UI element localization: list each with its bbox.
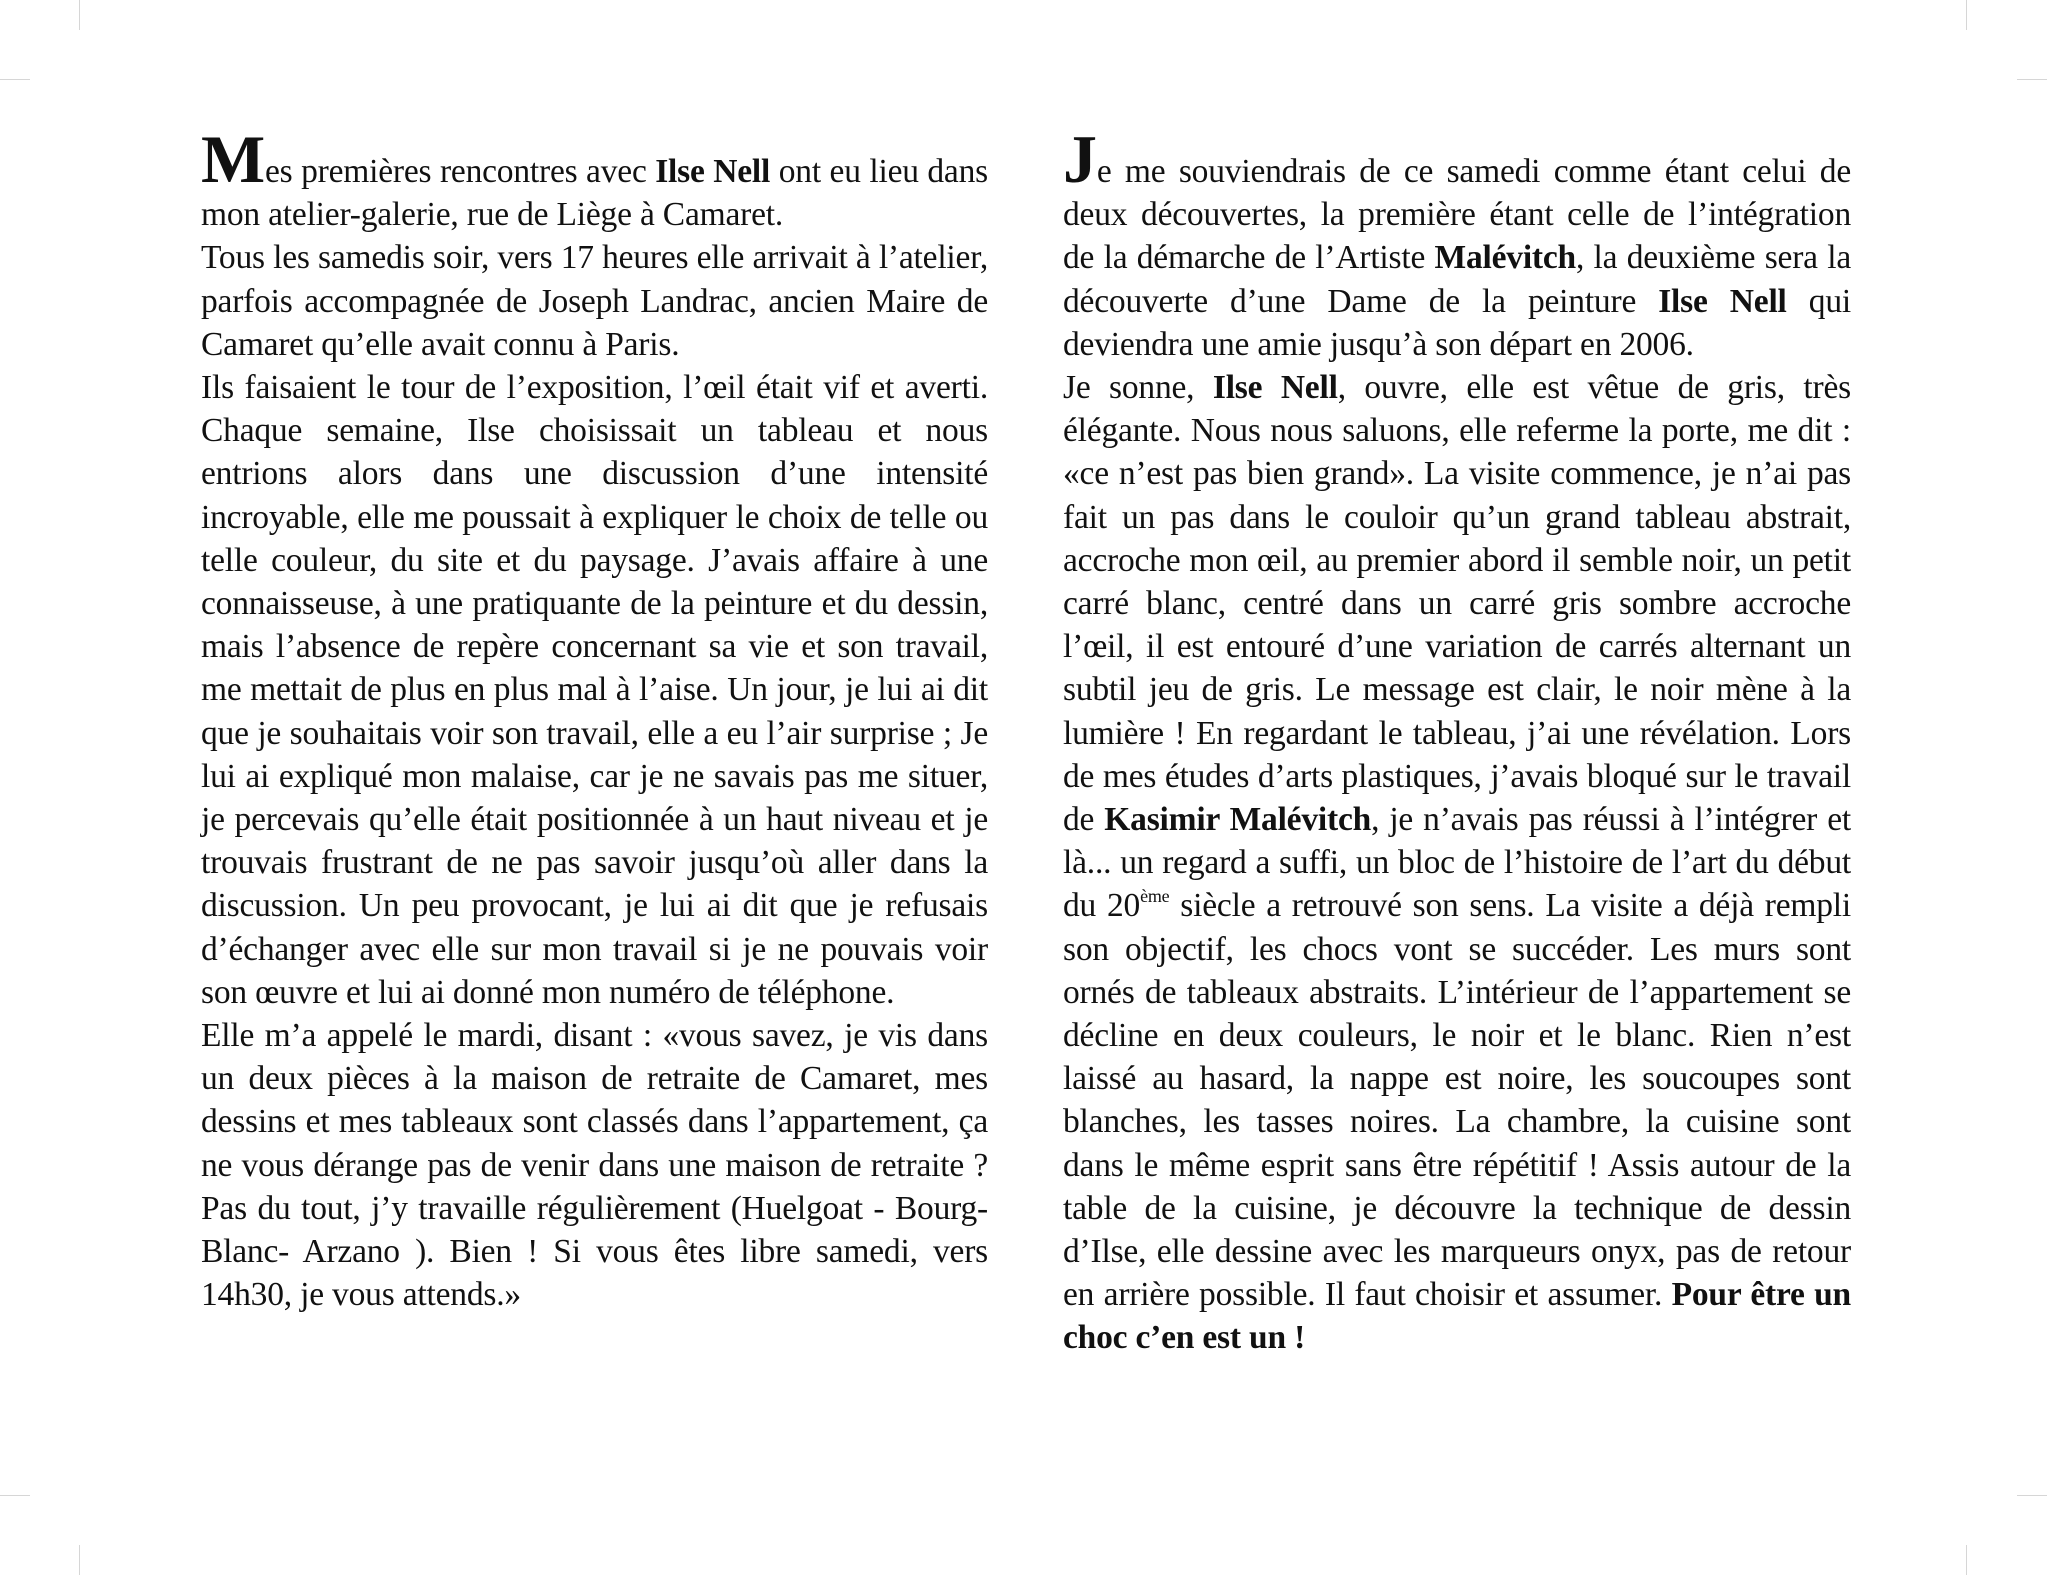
crop-mark-top-left bbox=[79, 0, 80, 30]
crop-mark-right-upper bbox=[2017, 79, 2047, 80]
crop-mark-bottom-left bbox=[79, 1545, 80, 1575]
paragraph: Elle m’a appelé le mardi, disant : «vous savez, je vis dans un deux pièces à la maison de retraite de Camaret, mes dessins et mes tableaux sont classés dans l’appartement, ça ne vous dérange pas de venir dans une maison de retraite ? Pas du tout, j’y travaille régulièrement (Huelgoat - Bourg-Blanc- Arzano ). Bien ! Si vous êtes libre samedi, vers 14h30, je vous attends.» bbox=[201, 1017, 988, 1314]
crop-mark-right-lower bbox=[2017, 1495, 2047, 1496]
paragraph: Tous les samedis soir, vers 17 heures elle arrivait à l’atelier, parfois accompagnée de Joseph Landrac, ancien Maire de Camaret qu’elle avait connu à Paris. bbox=[201, 239, 988, 363]
artist-name: Ilse Nell bbox=[1658, 282, 1787, 320]
artist-name: Ilse Nell bbox=[655, 153, 771, 190]
artist-name: Ilse Nell bbox=[1212, 369, 1338, 407]
paragraph: Je me souviendrais de ce samedi comme étant celui de deux découvertes, la première étant celle de l’intégration de la démarche de l’Artiste Malévitch, la deuxième sera la découverte d’une Dame de la peinture Ilse Nell qui deviendra une amie jusqu’à son départ en 2006. bbox=[1063, 121, 1851, 363]
artist-name: Malévitch bbox=[1434, 239, 1576, 277]
crop-mark-left-lower bbox=[0, 1495, 30, 1496]
left-text-column bbox=[201, 121, 988, 1316]
drop-cap: J bbox=[1063, 121, 1097, 197]
crop-mark-bottom-right bbox=[1966, 1545, 1967, 1575]
closing-emphasis: Pour être un choc c’en est un ! bbox=[1063, 1276, 1851, 1357]
right-text-column bbox=[1063, 121, 1851, 1360]
crop-mark-top-right bbox=[1966, 0, 1967, 30]
paragraph: Ils faisaient le tour de l’exposition, l’œil était vif et averti. Chaque semaine, Ilse choisissait un tableau et nous entrions alors dans une discussion d’une intensité incroyable, elle me poussait à expliquer le choix de telle ou telle couleur, du site et du paysage. J’avais affaire à une connaisseuse, à une pratiquante de la peinture et du dessin, mais l’absence de repère concernant sa vie et son travail, me mettait de plus en plus mal à l’aise. Un jour, je lui ai dit que je souhaitais voir son travail, elle a eu l’air surprise ; Je lui ai expliqué mon malaise, car je ne savais pas me situer, je percevais qu’elle était positionnée à un haut niveau et je trouvais frustrant de ne pas savoir jusqu’où aller dans la discussion. Un peu provocant, je lui ai dit que je refusais d’échanger avec elle sur mon travail si je ne pouvais voir son œuvre et lui ai donné mon numéro de téléphone. bbox=[201, 369, 988, 1011]
superscript: ème bbox=[1140, 886, 1170, 907]
paragraph: Je sonne, Ilse Nell, ouvre, elle est vêtue de gris, très élégante. Nous nous saluons, elle referme la porte, me dit : «ce n’est pas bien grand». La visite commence, je n’ai pas fait un pas dans le couloir qu’un grand tableau abstrait, accroche mon œil, au premier abord il semble noir, un petit carré blanc, centré dans un carré gris sombre accroche l’œil, il est entouré d’une variation de carrés alternant un subtil jeu de gris. Le message est clair, le noir mène à la lumière ! En regardant le tableau, j’ai une révélation. Lors de mes études d’arts plastiques, j’avais bloqué sur le travail de Kasimir Malévitch, je n’avais pas réussi à l’intégrer et là... un regard a suffi, un bloc de l’histoire de l’art du début du 20ème siècle a retrouvé son sens. La visite a déjà rempli son objectif, les chocs vont se succéder. Les murs sont ornés de tableaux abstraits. L’intérieur de l’appartement se décline en deux couleurs, le noir et le blanc. Rien n’est laissé au hasard, la nappe est noire, les soucoupes sont blanches, les tasses noires. La chambre, la cuisine sont dans le même esprit sans être répétitif ! Assis autour de la table de la cuisine, je découvre la technique de dessin d’Ilse, elle dessine avec les marqueurs onyx, pas de retour en arrière possible. Il faut choisir et assumer. Pour être un choc c’en est un ! bbox=[1063, 369, 1851, 1357]
paragraph: Mes premières rencontres avec Ilse Nell ont eu lieu dans mon atelier-galerie, rue de Liège à Camaret. bbox=[201, 121, 988, 234]
artist-name: Kasimir Malévitch bbox=[1104, 801, 1372, 839]
drop-cap: M bbox=[201, 121, 265, 197]
crop-mark-left-upper bbox=[0, 79, 30, 80]
